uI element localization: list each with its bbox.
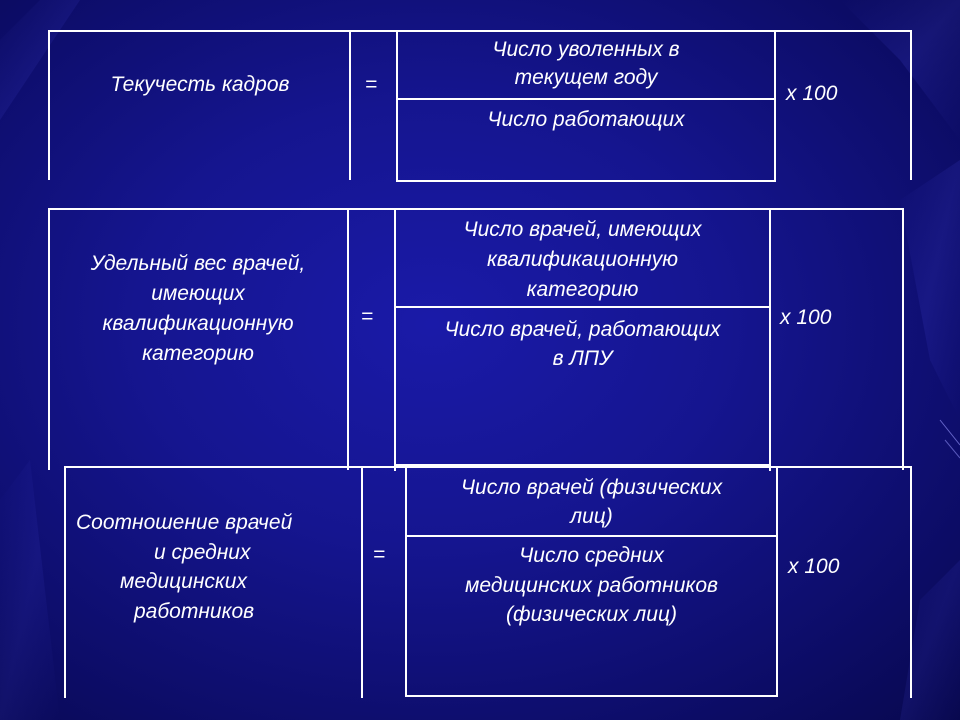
fraction-bar xyxy=(394,306,771,308)
denominator-line-1: Число врачей, работающих xyxy=(444,318,721,341)
denominator-line-3: (физических лиц) xyxy=(506,603,677,626)
equals-sign: = xyxy=(372,543,386,566)
numerator-line-1: Число врачей, имеющих xyxy=(463,218,702,241)
denominator-line-2: в ЛПУ xyxy=(552,347,613,370)
denominator-line-2: медицинских работников xyxy=(465,574,718,597)
table-border-right xyxy=(910,466,912,698)
table-divider xyxy=(349,30,351,180)
formula-name-line-2: имеющих xyxy=(151,282,245,305)
table-border-right xyxy=(902,208,904,470)
numerator-line-2: лиц) xyxy=(570,505,613,528)
table-border-left xyxy=(64,466,66,698)
multiplier: х 100 xyxy=(780,306,832,329)
fraction-box-right xyxy=(776,466,778,697)
table-border-top xyxy=(64,466,912,468)
table-border-right xyxy=(910,30,912,180)
numerator-line-2: квалификационную xyxy=(487,248,678,271)
table-divider xyxy=(347,208,349,470)
numerator-line-2: текущем году xyxy=(514,66,658,89)
formula-name-line-4: категорию xyxy=(142,342,254,365)
table-border-top xyxy=(48,208,904,210)
fraction-bar xyxy=(396,98,776,100)
formula-name: Текучесть кадров xyxy=(110,73,290,96)
denominator-line-1: Число средних xyxy=(519,544,664,567)
numerator-line-3: категорию xyxy=(526,278,639,301)
equals-sign: = xyxy=(360,305,374,328)
fraction-box-right xyxy=(774,30,776,181)
formula-name-line-1: Соотношение врачей xyxy=(76,511,293,534)
multiplier: х 100 xyxy=(786,82,838,105)
table-border-left xyxy=(48,30,50,180)
formula-name-line-4: работников xyxy=(134,600,255,623)
table-border-top xyxy=(48,30,912,32)
table-divider xyxy=(361,466,363,698)
fraction-box-bottom xyxy=(405,695,778,697)
numerator-line-1: Число уволенных в xyxy=(492,38,680,61)
formula-name-line-1: Удельный вес врачей, xyxy=(90,252,306,275)
multiplier: х 100 xyxy=(788,555,840,578)
numerator-line-1: Число врачей (физических xyxy=(460,476,723,499)
fraction-box-right xyxy=(769,208,771,471)
denominator-line-1: Число работающих xyxy=(487,108,685,131)
table-border-left xyxy=(48,208,50,470)
formula-name-line-2: и средних xyxy=(154,541,251,564)
fraction-bar xyxy=(405,535,778,537)
fraction-box-bottom xyxy=(396,180,776,182)
equals-sign: = xyxy=(364,73,378,96)
formula-name-line-3: квалификационную xyxy=(102,312,294,335)
formula-name-line-3: медицинских xyxy=(120,570,247,593)
